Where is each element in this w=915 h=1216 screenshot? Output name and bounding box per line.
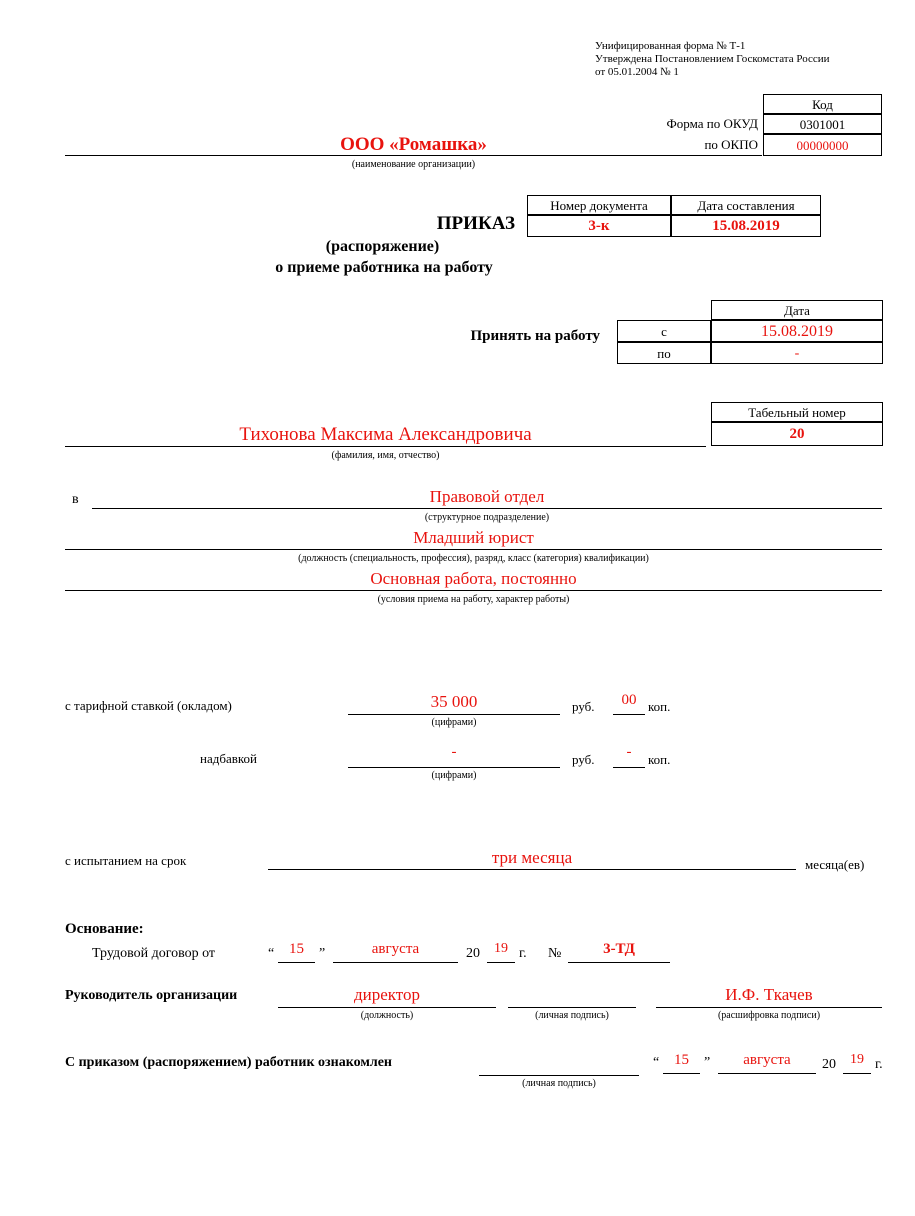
okpo-value-cell [763, 134, 882, 156]
hire-to-value-cell [711, 342, 883, 364]
probation-value-line [268, 850, 796, 870]
organization-name-line [65, 134, 762, 156]
ack-year-suffix: г. [875, 1057, 883, 1072]
ack-year-prefix: 20 [822, 1057, 836, 1072]
basis-title: Основание: [65, 921, 144, 937]
contract-quote-close: ” [319, 946, 326, 961]
doc-date-value: 15.08.2019 [712, 218, 780, 234]
head-signature-line [508, 988, 636, 1008]
contract-year-line [487, 941, 515, 963]
contract-quote-open: “ [268, 946, 275, 961]
employee-fio: Тихонова Максима Александровича [239, 424, 532, 445]
probation-units: месяца(ев) [805, 857, 865, 872]
bonus-kop-value: - [626, 744, 632, 760]
hire-to-label-cell [617, 342, 711, 364]
ack-year-line [843, 1052, 871, 1074]
bonus-label: надбавкой [200, 751, 257, 766]
head-signature-caption: (личная подпись) [535, 1010, 609, 1021]
ack-signature-caption: (личная подпись) [522, 1078, 596, 1089]
conditions-value: Основная работа, постоянно [370, 569, 577, 588]
code-header-cell [763, 94, 882, 114]
department-value: Правовой отдел [429, 487, 545, 506]
contract-number-line [568, 941, 670, 963]
ack-day-line [663, 1052, 700, 1074]
hire-date-header-label: Дата [784, 303, 810, 318]
tab-number-header-label: Табельный номер [748, 405, 846, 420]
contract-year-prefix: 20 [466, 946, 480, 961]
organization-name: ООО «Ромашка» [340, 134, 487, 155]
hire-from-label: с [661, 324, 667, 339]
okud-value: 0301001 [799, 117, 846, 132]
probation-label: с испытанием на срок [65, 853, 187, 868]
head-label: Руководитель организации [65, 988, 238, 1003]
head-name-caption: (расшифровка подписи) [717, 1010, 821, 1021]
hire-from-value: 15.08.2019 [761, 323, 833, 340]
doc-number-header-cell [527, 195, 671, 215]
doc-date-header-label: Дата составления [697, 198, 795, 213]
order-title-main: ПРИКАЗ [436, 213, 515, 234]
hire-to-label: по [657, 346, 671, 361]
contract-day: 15 [289, 941, 304, 957]
order-title-desc: о приеме работника на работу [275, 259, 493, 276]
employee-fio-caption: (фамилия, имя, отчество) [331, 450, 440, 461]
bonus-rub-label: руб. [572, 752, 595, 767]
department-caption: (структурное подразделение) [424, 512, 550, 523]
bonus-value-line [348, 744, 560, 768]
head-position: директор [353, 985, 421, 1004]
form-header-line-2: Утверждена Постановлением Госкомстата России [595, 53, 830, 65]
conditions-caption: (условия приема на работу, характер работы) [377, 594, 570, 605]
head-name-line [656, 985, 882, 1008]
contract-label: Трудовой договор от [92, 946, 216, 961]
hire-label: Принять на работу [470, 328, 600, 344]
form-header-line-1: Унифицированная форма № Т-1 [595, 40, 746, 52]
ack-signature-line [479, 1058, 639, 1076]
bonus-kop-label: коп. [648, 752, 671, 767]
contract-year: 19 [494, 941, 508, 956]
okpo-value: 00000000 [796, 138, 849, 153]
rate-label: с тарифной ставкой (окладом) [65, 698, 232, 713]
contract-day-line [278, 941, 315, 963]
probation-value: три месяца [491, 848, 573, 867]
okud-label: Форма по ОКУД [666, 116, 758, 131]
position-line [65, 530, 882, 550]
ack-month-line [718, 1052, 816, 1074]
rate-kop-line [613, 692, 645, 715]
rate-value: 35 000 [430, 692, 478, 711]
ack-year: 19 [850, 1052, 864, 1067]
ack-day: 15 [674, 1052, 689, 1068]
department-line [92, 489, 882, 509]
rate-kop-label: коп. [648, 699, 671, 714]
hire-to-value: - [794, 346, 800, 361]
hire-date-header-cell [711, 300, 883, 320]
rate-caption: (цифрами) [431, 717, 477, 728]
position-caption: (должность (специальность, профессия), разряд, класс (категория) квалификации) [298, 553, 649, 564]
doc-number-cell [527, 215, 671, 237]
ack-month: августа [743, 1052, 791, 1068]
rate-rub-label: руб. [572, 699, 595, 714]
head-name: И.Ф. Ткачев [725, 985, 813, 1004]
tab-number-value: 20 [789, 426, 805, 442]
ack-quote-open: “ [653, 1055, 660, 1070]
tab-number-value-cell [711, 422, 883, 446]
employee-fio-line [65, 424, 706, 447]
doc-date-cell [671, 215, 821, 237]
doc-date-header-cell [671, 195, 821, 215]
bonus-caption: (цифрами) [431, 770, 477, 781]
doc-number-header-label: Номер документа [550, 198, 648, 213]
form-header-note [595, 40, 895, 79]
rate-kop-value: 00 [621, 692, 637, 708]
position-value: Младший юрист [413, 528, 534, 547]
head-position-caption: (должность) [360, 1010, 414, 1021]
hire-from-label-cell [617, 320, 711, 342]
contract-month: августа [371, 941, 420, 957]
contract-month-line [333, 941, 458, 963]
conditions-line [65, 571, 882, 591]
rate-value-line [348, 692, 560, 715]
okpo-label: по ОКПО [704, 137, 758, 152]
organization-caption: (наименование организации) [351, 159, 476, 170]
contract-year-suffix: г. [519, 946, 527, 961]
contract-num-sign: № [548, 946, 562, 961]
bonus-kop-line [613, 744, 645, 768]
okud-value-cell [763, 114, 882, 134]
contract-number: 3-ТД [603, 941, 635, 957]
in-label: в [72, 492, 79, 507]
head-position-line [278, 985, 496, 1008]
tab-number-header-cell [711, 402, 883, 422]
bonus-value: - [451, 744, 457, 760]
ack-label: С приказом (распоряжением) работник ознакомлен [65, 1055, 392, 1070]
form-header-line-3: от 05.01.2004 № 1 [595, 66, 679, 78]
code-header-label: Код [812, 97, 833, 112]
order-title-sub: (распоряжение) [325, 238, 440, 255]
doc-number-value: 3-к [588, 218, 610, 234]
ack-quote-close: ” [704, 1055, 711, 1070]
hire-from-value-cell [711, 320, 883, 342]
